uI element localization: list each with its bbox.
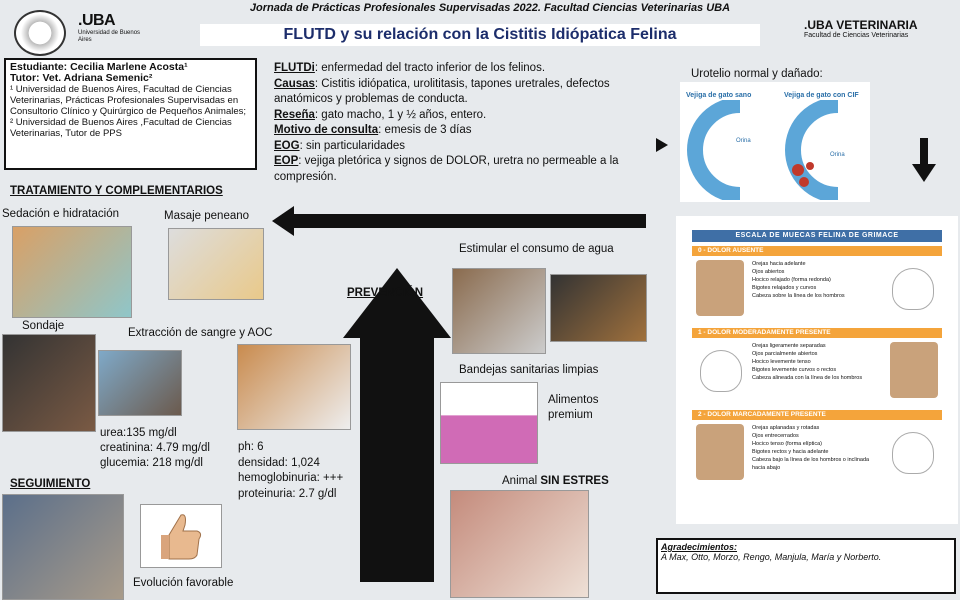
sedation-photo <box>12 226 132 318</box>
litter-label: Bandejas sanitarias limpias <box>459 364 599 376</box>
cat-sketch-icon <box>700 350 742 392</box>
sedation-label: Sedación e hidratación <box>2 208 119 220</box>
water-fountain-photo <box>452 268 546 354</box>
uba-veterinaria-logo: .UBA VETERINARIA Facultad de Ciencias Veterinarias <box>804 18 918 39</box>
thumbs-up-icon <box>140 504 222 568</box>
grimace-scale: ESCALA DE MUECAS FELINA DE GRIMACE 0 - DOLOR AUSENTE Orejas hacia adelante Ojos abiertos Hocico relajado (forma redonda) Bigotes relajados y curvos Cabeza sobre la línea de los hombros 1 - DOLOR MODERADAMENTE PRESENTE Orejas ligeramente separadas Ojos parcialmente abiertos Hocico levemente tenso Bigotes levemente curvos o rectos Cabeza alineada con la línea de los hombros 2 - DOLOR MARCADAMENTE PRESENTE Orejas aplanadas y rotadas Ojos entrecerrados Hocico tenso (forma elíptica) Bigotes rectos y hacia adelante Cabeza bajo la línea de los hombros o inclinada hacia abajo <box>676 216 958 524</box>
litter-box-photo <box>440 382 538 464</box>
arrow-up-shaft <box>360 332 434 582</box>
info-eop: EOP: vejiga pletórica y signos de DOLOR, uretra no permeable a la compresión. <box>274 155 619 183</box>
evolution-label: Evolución favorable <box>133 577 234 589</box>
catheter-photo <box>2 334 96 432</box>
urothelium-diagram: Vejiga de gato sano Vejiga de gato con CIF Orina Orina <box>680 82 870 202</box>
massage-label: Masaje peneano <box>164 210 250 222</box>
relaxed-cat-photo <box>450 490 589 598</box>
arrow-down-icon <box>912 164 936 182</box>
arrow-up-icon <box>343 268 451 338</box>
info-eog: EOG: sin particularidades <box>274 139 406 152</box>
grimace-level-0: Orejas hacia adelante Ojos abiertos Hocico relajado (forma redonda) Bigotes relajados y curvos Cabeza sobre la línea de los hombros <box>692 258 942 324</box>
cat-sketch-icon <box>892 432 934 474</box>
uba-logo: .UBA Universidad de Buenos Aires <box>78 12 141 43</box>
university-seal-logo <box>14 10 66 56</box>
water-label: Estimular el consumo de agua <box>459 243 614 255</box>
grimace-level-2: Orejas aplanadas y rotadas Ojos entrecerrados Hocico tenso (forma elíptica) Bigotes rectos y hacia adelante Cabeza bajo la línea de los hombros o inclinada hacia abajo <box>692 422 942 488</box>
info-flutd: FLUTDi: enfermedad del tracto inferior de los felinos. <box>274 62 546 74</box>
followup-heading: SEGUIMIENTO <box>10 478 91 490</box>
followup-photo <box>2 494 124 600</box>
arrow-right-icon <box>656 138 668 152</box>
acknowledgements-box: Agradecimientos: A Max, Otto, Morzo, Rengo, Manjula, María y Norberto. <box>656 538 956 594</box>
authors-box: Estudiante: Cecilia Marlene Acosta¹ Tutor: Vet. Adriana Semenic² ¹ Universidad de Buenos Aires, Facultad de Ciencias Veterinarias, Prácticas Profesionales Supervisadas en Consultorio Clínico y Quirúrgico de Pequeños Animales; ² Universidad de Buenos Aires ,Facultad de Ciencias Veterinarias, Tutor de PPS <box>4 58 257 170</box>
arrow-left-shaft <box>282 214 646 228</box>
treatment-heading: TRATAMIENTO Y COMPLEMENTARIOS <box>10 185 223 197</box>
cat-sketch-icon <box>892 268 934 310</box>
food-label: Alimentos premium <box>548 394 599 421</box>
info-motivo: Motivo de consulta: emesis de 3 días <box>274 124 472 136</box>
blood-label: Extracción de sangre y AOC <box>128 327 273 339</box>
urine-strip-photo <box>237 344 351 430</box>
event-title: Jornada de Prácticas Profesionales Supervisadas 2022. Facultad Ciencias Veterinarias UBA <box>249 2 731 14</box>
stress-label: Animal SIN ESTRES <box>502 475 609 487</box>
poster-title: FLUTD y su relación con la Cistitis Idiópatica Felina <box>200 24 760 46</box>
catheter-label: Sondaje <box>22 320 65 332</box>
info-causes: Causas: Cistitis idiópatica, urolititasis, tapones uretrales, defectos anatómicos y problemas de conducta. <box>274 77 610 105</box>
info-resena: Reseña: gato macho, 1 y ½ años, entero. <box>274 108 487 121</box>
urine-values: ph: 6 densidad: 1,024 hemoglobinuria: +++ proteinuria: 2.7 g/dl <box>238 441 344 500</box>
cat-face-photo <box>890 342 938 398</box>
cat-eating-photo <box>550 274 647 342</box>
blood-photo <box>98 350 182 416</box>
cat-face-photo <box>696 260 744 316</box>
prevention-heading: PREVENCIÓN <box>347 287 424 299</box>
case-info <box>274 61 626 185</box>
urothelium-label: Urotelio normal y dañado: <box>691 68 823 80</box>
grimace-level-1: Orejas ligeramente separadas Ojos parcialmente abiertos Hocico levemente tenso Bigotes levemente curvos o rectos Cabeza alineada con la línea de los hombros <box>692 340 942 406</box>
cat-face-photo <box>696 424 744 480</box>
massage-photo <box>168 228 264 300</box>
blood-values: urea:135 mg/dl creatinina: 4.79 mg/dl glucemia: 218 mg/dl <box>100 427 210 469</box>
